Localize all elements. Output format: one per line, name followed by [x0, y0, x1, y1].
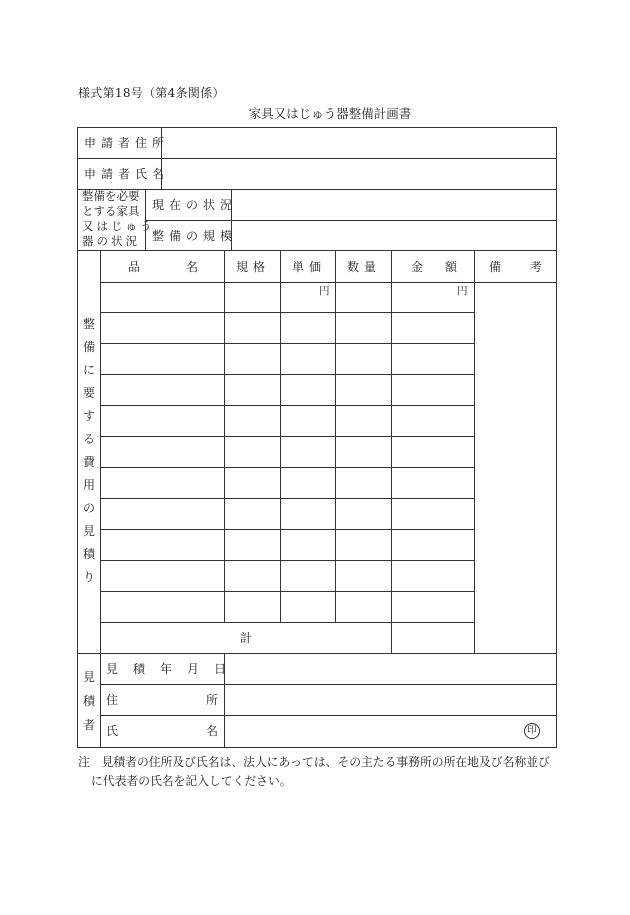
col-spec-header: 規格	[236, 260, 271, 274]
cost-side-char: 用	[83, 478, 96, 492]
note-line2: に代表者の氏名を記入してください。	[91, 774, 292, 788]
estimator-address-char1: 住	[106, 693, 119, 707]
estimator-side-char: 積	[83, 694, 96, 708]
col-item-char2: 名	[186, 260, 199, 274]
form-number: 様式第18号（第4条関係）	[78, 86, 225, 100]
applicant-address-label: 申請者住所	[84, 136, 170, 150]
target-label-line2: とする家具	[82, 204, 140, 218]
col-amount-char1: 金	[411, 260, 424, 274]
col-remarks-char1: 備	[489, 260, 502, 274]
cost-side-char: 整	[83, 317, 96, 331]
scale-label: 整備の規模	[152, 229, 238, 243]
cost-side-char: の	[83, 501, 96, 515]
amount-yen: 円	[457, 285, 468, 297]
unit-price-yen: 円	[319, 285, 330, 297]
cost-side-char: 積	[83, 547, 96, 561]
col-remarks-char2: 考	[530, 260, 543, 274]
col-item-char1: 品	[128, 260, 141, 274]
cost-side-char: り	[83, 570, 96, 584]
target-label-line1: 整備を必要	[82, 189, 140, 203]
estimator-side-char: 見	[83, 670, 96, 684]
cost-side-char: す	[83, 409, 96, 423]
estimator-name-char2: 名	[206, 724, 219, 738]
col-unit-price-header: 単価	[292, 260, 327, 274]
cost-side-char: 見	[83, 524, 96, 538]
estimator-address-char2: 所	[206, 693, 219, 707]
total-label: 計	[240, 631, 253, 645]
estimator-side-char: 者	[83, 718, 96, 732]
target-label-line3: 又はじゅう	[82, 219, 155, 233]
cost-side-char: 備	[83, 340, 96, 354]
estimate-date-label: 見積年月日	[106, 662, 242, 676]
target-label-line4: 器の状況	[82, 234, 140, 248]
seal-mark: 印	[524, 723, 540, 739]
cost-side-char: に	[83, 363, 96, 377]
cost-side-char: 要	[83, 386, 96, 400]
estimator-name-char1: 氏	[106, 724, 119, 738]
applicant-name-label: 申請者氏名	[84, 167, 170, 181]
cost-side-char: 費	[83, 455, 96, 469]
cost-side-char: る	[83, 432, 96, 446]
current-state-label: 現在の状況	[152, 198, 238, 212]
col-amount-char2: 額	[445, 260, 458, 274]
note-line1: 注 見積者の住所及び氏名は、法人にあっては、その主たる事務所の所在地及び名称並び	[78, 755, 550, 769]
col-qty-header: 数量	[347, 260, 382, 274]
form-title: 家具又はじゅう器整備計画書	[248, 106, 412, 121]
